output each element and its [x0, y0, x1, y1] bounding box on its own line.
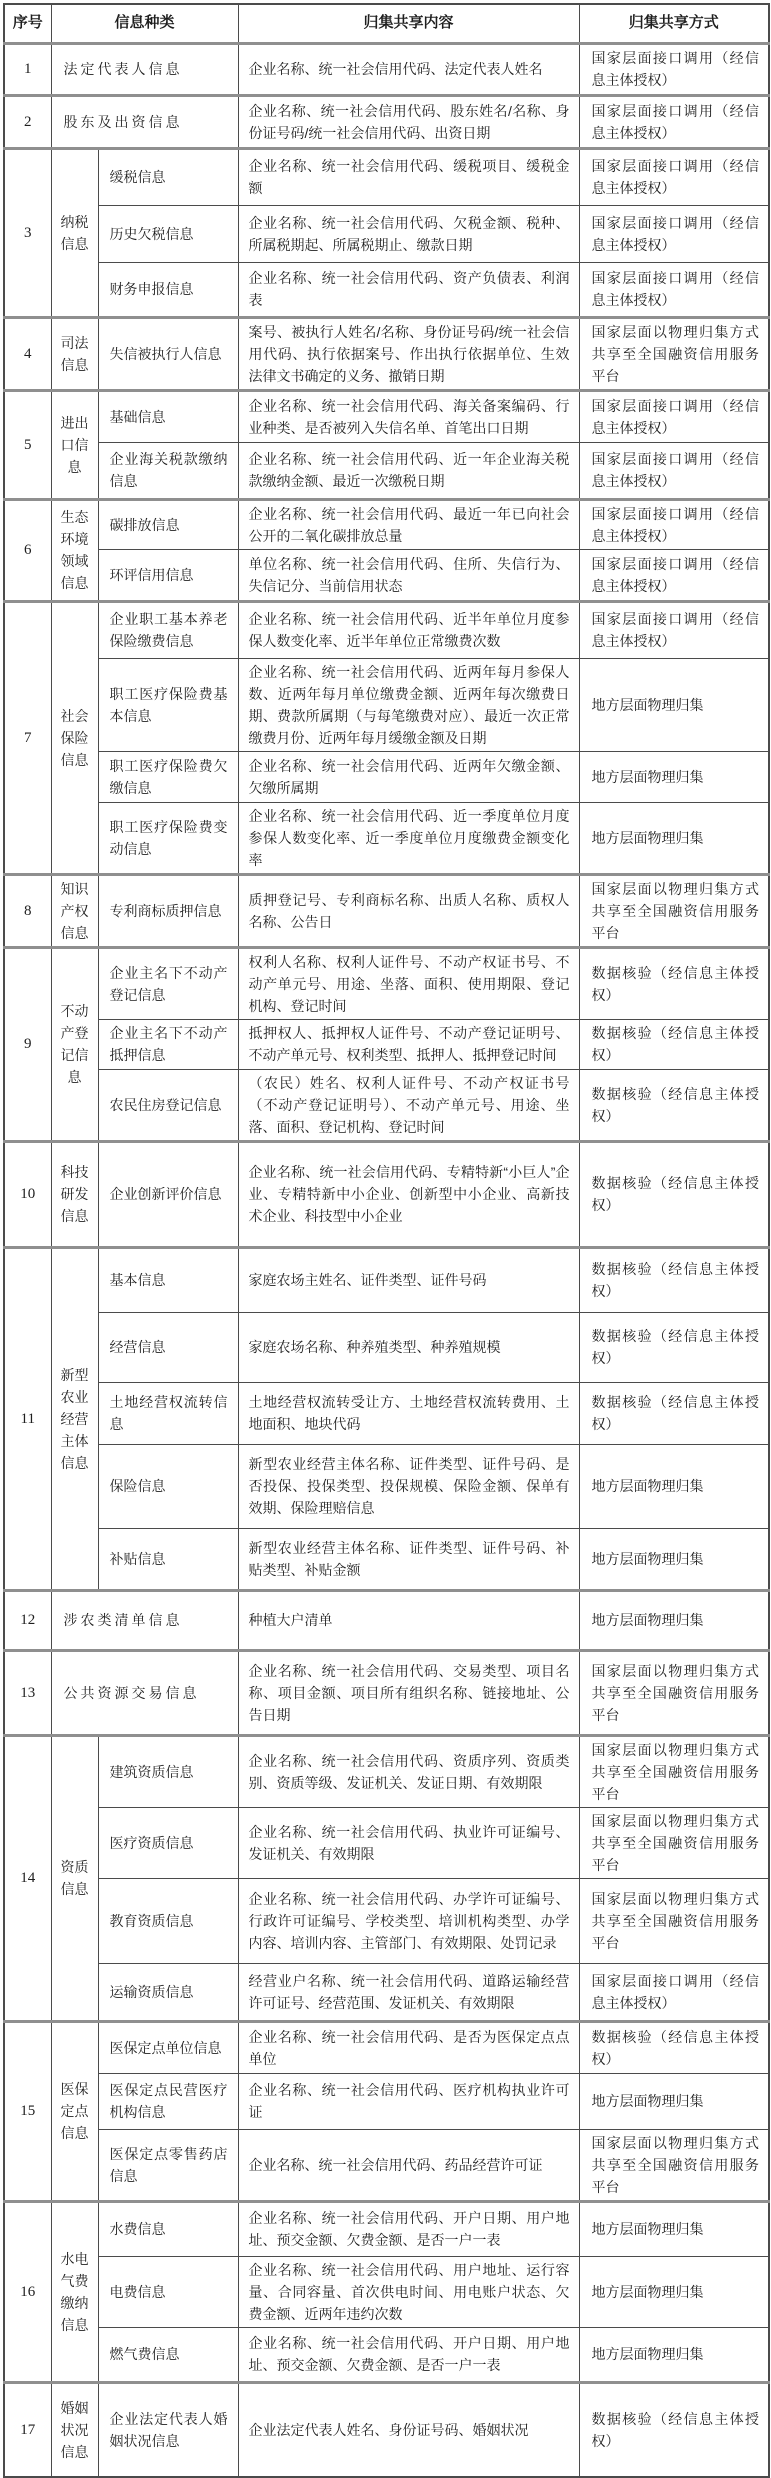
- row-number: 14: [4, 1735, 51, 2021]
- row-number: 10: [4, 1141, 51, 1247]
- content-cell: 企业名称、统一社会信用代码、欠税金额、税种、所属税期起、所属税期止、缴款日期: [238, 205, 579, 262]
- method-cell: 国家层面接口调用（经信息主体授权）: [579, 499, 769, 549]
- subcategory-cell: 企业主名下不动产抵押信息: [98, 1019, 238, 1069]
- table-row: [4, 2201, 769, 2256]
- table-row: [4, 1247, 769, 1312]
- content-cell: 企业名称、统一社会信用代码、股东姓名/名称、身份证号码/统一社会信用代码、出资日期: [238, 95, 579, 148]
- table-row: [4, 549, 769, 601]
- method-cell: 国家层面以物理归集方式共享至全国融资信用服务平台: [579, 1650, 769, 1735]
- content-cell: 新型农业经营主体名称、证件类型、证件号码、补贴类型、补贴金额: [238, 1528, 579, 1590]
- method-cell: 国家层面以物理归集方式共享至全国融资信用服务平台: [579, 1735, 769, 1807]
- row-number: 7: [4, 601, 51, 874]
- subcategory-cell: 水费信息: [98, 2201, 238, 2256]
- category-cell: 公共资源交易信息: [51, 1650, 238, 1735]
- method-cell: 国家层面以物理归集方式共享至全国融资信用服务平台: [579, 2129, 769, 2201]
- content-cell: 单位名称、统一社会信用代码、住所、失信行为、失信记分、当前信用状态: [238, 549, 579, 601]
- table-row: [4, 95, 769, 148]
- category-cell: 涉农类清单信息: [51, 1590, 238, 1650]
- content-cell: 企业名称、统一社会信用代码、用户地址、运行容量、合同容量、首次供电时间、用电账户状态、欠费金额、近两年违约次数: [238, 2256, 579, 2327]
- subcategory-cell: 补贴信息: [98, 1528, 238, 1590]
- method-cell: 地方层面物理归集: [579, 2327, 769, 2382]
- document-page: [0, 3, 771, 2478]
- table-row: [4, 1019, 769, 1069]
- subcategory-cell: 环评信用信息: [98, 549, 238, 601]
- content-cell: 企业名称、统一社会信用代码、专精特新“小巨人”企业、专精特新中小企业、创新型中小企业、高新技术企业、科技型中小企业: [238, 1141, 579, 1247]
- row-number: 1: [4, 43, 51, 95]
- method-cell: 地方层面物理归集: [579, 1444, 769, 1528]
- header-method: 归集共享方式: [579, 4, 769, 43]
- method-cell: 数据核验（经信息主体授权）: [579, 1247, 769, 1312]
- subcategory-cell: 建筑资质信息: [98, 1735, 238, 1807]
- subcategory-cell: 企业海关税款缴纳信息: [98, 442, 238, 499]
- content-cell: 质押登记号、专利商标名称、出质人名称、质权人名称、公告日: [238, 874, 579, 947]
- method-cell: 数据核验（经信息主体授权）: [579, 2021, 769, 2073]
- subcategory-cell: 企业职工基本养老保险缴费信息: [98, 601, 238, 658]
- method-cell: 国家层面接口调用（经信息主体授权）: [579, 205, 769, 262]
- content-cell: 新型农业经营主体名称、证件类型、证件号码、是否投保、投保类型、投保规模、保险金额、保单有效期、保险理赔信息: [238, 1444, 579, 1528]
- method-cell: 地方层面物理归集: [579, 2073, 769, 2129]
- table-row: [4, 2129, 769, 2201]
- method-cell: 数据核验（经信息主体授权）: [579, 1019, 769, 1069]
- subcategory-cell: 医保定点民营医疗机构信息: [98, 2073, 238, 2129]
- method-cell: 地方层面物理归集: [579, 1528, 769, 1590]
- subcategory-cell: 燃气费信息: [98, 2327, 238, 2382]
- subcategory-cell: 医保定点单位信息: [98, 2021, 238, 2073]
- table-row: [4, 1528, 769, 1590]
- content-cell: 企业名称、统一社会信用代码、资产负债表、利润表: [238, 262, 579, 317]
- content-cell: 企业名称、统一社会信用代码、是否为医保定点点单位: [238, 2021, 579, 2073]
- category-cell: 法定代表人信息: [51, 43, 238, 95]
- method-cell: 地方层面物理归集: [579, 658, 769, 751]
- content-cell: 企业名称、统一社会信用代码、海关备案编码、行业种类、是否被列入失信名单、首笔出口日期: [238, 390, 579, 442]
- method-cell: 国家层面接口调用（经信息主体授权）: [579, 43, 769, 95]
- category-cell: 股东及出资信息: [51, 95, 238, 148]
- content-cell: 案号、被执行人姓名/名称、身份证号码/统一社会信用代码、执行依据案号、作出执行依据单位、生效法律文书确定的义务、撤销日期: [238, 317, 579, 390]
- table-row: [4, 1807, 769, 1878]
- row-number: 9: [4, 947, 51, 1141]
- row-number: 3: [4, 148, 51, 317]
- category-cell: 科技研发信息: [51, 1141, 98, 1247]
- content-cell: 企业法定代表人姓名、身份证号码、婚姻状况: [238, 2382, 579, 2477]
- method-cell: 数据核验（经信息主体授权）: [579, 1312, 769, 1382]
- subcategory-cell: 医疗资质信息: [98, 1807, 238, 1878]
- subcategory-cell: 失信被执行人信息: [98, 317, 238, 390]
- subcategory-cell: 企业法定代表人婚姻状况信息: [98, 2382, 238, 2477]
- method-cell: 地方层面物理归集: [579, 2201, 769, 2256]
- table-row: [4, 1590, 769, 1650]
- table-row: [4, 2327, 769, 2382]
- content-cell: 土地经营权流转受让方、土地经营权流转费用、土地面积、地块代码: [238, 1382, 579, 1444]
- method-cell: 国家层面接口调用（经信息主体授权）: [579, 601, 769, 658]
- table-row: [4, 658, 769, 751]
- subcategory-cell: 企业主名下不动产登记信息: [98, 947, 238, 1019]
- header-category: 信息种类: [51, 4, 238, 43]
- method-cell: 国家层面以物理归集方式共享至全国融资信用服务平台: [579, 874, 769, 947]
- method-cell: 国家层面以物理归集方式共享至全国融资信用服务平台: [579, 317, 769, 390]
- row-number: 17: [4, 2382, 51, 2477]
- category-cell: 知识产权信息: [51, 874, 98, 947]
- category-cell: 司法信息: [51, 317, 98, 390]
- row-number: 5: [4, 390, 51, 499]
- content-cell: 家庭农场名称、种养殖类型、种养殖规模: [238, 1312, 579, 1382]
- table-row: [4, 601, 769, 658]
- content-cell: 企业名称、统一社会信用代码、最近一年已向社会公开的二氧化碳排放总量: [238, 499, 579, 549]
- row-number: 12: [4, 1590, 51, 1650]
- method-cell: 地方层面物理归集: [579, 802, 769, 874]
- table-row: [4, 1963, 769, 2021]
- subcategory-cell: 保险信息: [98, 1444, 238, 1528]
- subcategory-cell: 基础信息: [98, 390, 238, 442]
- header-seq: 序号: [4, 4, 51, 43]
- subcategory-cell: 经营信息: [98, 1312, 238, 1382]
- subcategory-cell: 基本信息: [98, 1247, 238, 1312]
- table-row: [4, 1444, 769, 1528]
- table-row: [4, 1069, 769, 1141]
- row-number: 6: [4, 499, 51, 601]
- category-cell: 婚姻状况信息: [51, 2382, 98, 2477]
- table-row: [4, 1650, 769, 1735]
- table-row: [4, 2256, 769, 2327]
- method-cell: 国家层面接口调用（经信息主体授权）: [579, 262, 769, 317]
- table-row: [4, 1878, 769, 1963]
- subcategory-cell: 农民住房登记信息: [98, 1069, 238, 1141]
- method-cell: 数据核验（经信息主体授权）: [579, 1141, 769, 1247]
- content-cell: 家庭农场主姓名、证件类型、证件号码: [238, 1247, 579, 1312]
- category-cell: 纳税信息: [51, 148, 98, 317]
- subcategory-cell: 土地经营权流转信息: [98, 1382, 238, 1444]
- table-row: [4, 390, 769, 442]
- method-cell: 国家层面接口调用（经信息主体授权）: [579, 1963, 769, 2021]
- method-cell: 地方层面物理归集: [579, 751, 769, 802]
- method-cell: 国家层面以物理归集方式共享至全国融资信用服务平台: [579, 1878, 769, 1963]
- table-row: [4, 148, 769, 205]
- method-cell: 国家层面接口调用（经信息主体授权）: [579, 549, 769, 601]
- category-cell: 生态环境领域信息: [51, 499, 98, 601]
- table-row: [4, 1141, 769, 1247]
- content-cell: 种植大户清单: [238, 1590, 579, 1650]
- table-row: [4, 1312, 769, 1382]
- table-row: [4, 43, 769, 95]
- subcategory-cell: 缓税信息: [98, 148, 238, 205]
- subcategory-cell: 电费信息: [98, 2256, 238, 2327]
- table-row: [4, 802, 769, 874]
- content-cell: 企业名称、统一社会信用代码、开户日期、用户地址、预交金额、欠费金额、是否一户一表: [238, 2327, 579, 2382]
- subcategory-cell: 企业创新评价信息: [98, 1141, 238, 1247]
- row-number: 2: [4, 95, 51, 148]
- content-cell: 企业名称、统一社会信用代码、缓税项目、缓税金额: [238, 148, 579, 205]
- content-cell: （农民）姓名、权利人证件号、不动产权证书号（不动产登记证明号）、不动产单元号、用途、坐落、面积、登记机构、登记时间: [238, 1069, 579, 1141]
- row-number: 11: [4, 1247, 51, 1590]
- method-cell: 国家层面接口调用（经信息主体授权）: [579, 95, 769, 148]
- table-row: [4, 1382, 769, 1444]
- table-row: [4, 499, 769, 549]
- subcategory-cell: 历史欠税信息: [98, 205, 238, 262]
- content-cell: 企业名称、统一社会信用代码、近一季度单位月度参保人数变化率、近一季度单位月度缴费金额变化率: [238, 802, 579, 874]
- subcategory-cell: 医保定点零售药店信息: [98, 2129, 238, 2201]
- content-cell: 企业名称、统一社会信用代码、开户日期、用户地址、预交金额、欠费金额、是否一户一表: [238, 2201, 579, 2256]
- content-cell: 企业名称、统一社会信用代码、近半年单位月度参保人数变化率、近半年单位正常缴费次数: [238, 601, 579, 658]
- content-cell: 企业名称、统一社会信用代码、医疗机构执业许可证: [238, 2073, 579, 2129]
- table-row: [4, 874, 769, 947]
- content-cell: 企业名称、统一社会信用代码、近一年企业海关税款缴纳金额、最近一次缴税日期: [238, 442, 579, 499]
- method-cell: 数据核验（经信息主体授权）: [579, 947, 769, 1019]
- row-number: 13: [4, 1650, 51, 1735]
- method-cell: 地方层面物理归集: [579, 2256, 769, 2327]
- method-cell: 地方层面物理归集: [579, 1590, 769, 1650]
- content-cell: 企业名称、统一社会信用代码、办学许可证编号、行政许可证编号、学校类型、培训机构类型、办学内容、培训内容、主管部门、有效期限、处罚记录: [238, 1878, 579, 1963]
- info-sharing-table: [3, 3, 770, 2478]
- subcategory-cell: 职工医疗保险费变动信息: [98, 802, 238, 874]
- subcategory-cell: 碳排放信息: [98, 499, 238, 549]
- category-cell: 社会保险信息: [51, 601, 98, 874]
- content-cell: 企业名称、统一社会信用代码、近两年欠缴金额、欠缴所属期: [238, 751, 579, 802]
- method-cell: 国家层面接口调用（经信息主体授权）: [579, 390, 769, 442]
- table-row: [4, 262, 769, 317]
- method-cell: 数据核验（经信息主体授权）: [579, 1069, 769, 1141]
- row-number: 4: [4, 317, 51, 390]
- table-row: [4, 2073, 769, 2129]
- method-cell: 国家层面接口调用（经信息主体授权）: [579, 442, 769, 499]
- content-cell: 抵押权人、抵押权人证件号、不动产登记证明号、不动产单元号、权利类型、抵押人、抵押登记时间: [238, 1019, 579, 1069]
- table-header-row: [4, 4, 769, 43]
- method-cell: 数据核验（经信息主体授权）: [579, 1382, 769, 1444]
- content-cell: 企业名称、统一社会信用代码、交易类型、项目名称、项目金额、项目所有组织名称、链接地址、公告日期: [238, 1650, 579, 1735]
- content-cell: 企业名称、统一社会信用代码、药品经营许可证: [238, 2129, 579, 2201]
- content-cell: 经营业户名称、统一社会信用代码、道路运输经营许可证号、经营范围、发证机关、有效期限: [238, 1963, 579, 2021]
- subcategory-cell: 职工医疗保险费基本信息: [98, 658, 238, 751]
- row-number: 16: [4, 2201, 51, 2382]
- category-cell: 医保定点信息: [51, 2021, 98, 2201]
- table-row: [4, 1735, 769, 1807]
- category-cell: 水电气费缴纳信息: [51, 2201, 98, 2382]
- method-cell: 国家层面以物理归集方式共享至全国融资信用服务平台: [579, 1807, 769, 1878]
- row-number: 15: [4, 2021, 51, 2201]
- table-row: [4, 2382, 769, 2477]
- method-cell: 国家层面接口调用（经信息主体授权）: [579, 148, 769, 205]
- category-cell: 进出口信息: [51, 390, 98, 499]
- subcategory-cell: 职工医疗保险费欠缴信息: [98, 751, 238, 802]
- table-row: [4, 442, 769, 499]
- table-row: [4, 751, 769, 802]
- category-cell: 资质信息: [51, 1735, 98, 2021]
- table-row: [4, 205, 769, 262]
- content-cell: 权利人名称、权利人证件号、不动产权证书号、不动产单元号、用途、坐落、面积、使用期限、登记机构、登记时间: [238, 947, 579, 1019]
- content-cell: 企业名称、统一社会信用代码、执业许可证编号、发证机关、有效期限: [238, 1807, 579, 1878]
- content-cell: 企业名称、统一社会信用代码、近两年每月参保人数、近两年每月单位缴费金额、近两年每次缴费日期、费款所属期（与每笔缴费对应）、最近一次正常缴费月份、近两年每月缓缴金额及日期: [238, 658, 579, 751]
- table-row: [4, 2021, 769, 2073]
- method-cell: 数据核验（经信息主体授权）: [579, 2382, 769, 2477]
- table-row: [4, 317, 769, 390]
- category-cell: 新型农业经营主体信息: [51, 1247, 98, 1590]
- content-cell: 企业名称、统一社会信用代码、法定代表人姓名: [238, 43, 579, 95]
- row-number: 8: [4, 874, 51, 947]
- category-cell: 不动产登记信息: [51, 947, 98, 1141]
- subcategory-cell: 专利商标质押信息: [98, 874, 238, 947]
- header-content: 归集共享内容: [238, 4, 579, 43]
- table-row: [4, 947, 769, 1019]
- subcategory-cell: 教育资质信息: [98, 1878, 238, 1963]
- subcategory-cell: 运输资质信息: [98, 1963, 238, 2021]
- content-cell: 企业名称、统一社会信用代码、资质序列、资质类别、资质等级、发证机关、发证日期、有效期限: [238, 1735, 579, 1807]
- subcategory-cell: 财务申报信息: [98, 262, 238, 317]
